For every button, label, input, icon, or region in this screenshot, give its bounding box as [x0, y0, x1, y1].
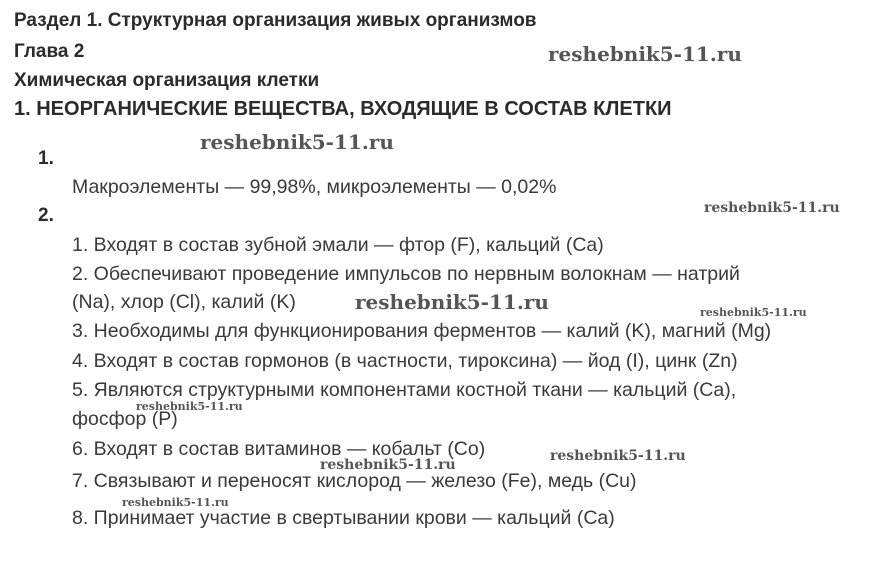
answer-2-line-4: 3. Необходимы для функционирования ферментов — калий (K), магний (Mg)	[72, 320, 772, 342]
watermark: reshebnik5-11.ru	[200, 130, 394, 154]
chapter-heading: Глава 2	[14, 41, 85, 62]
answer-number-2: 2.	[38, 205, 54, 226]
answer-2-line-2: 2. Обеспечивают проведение импульсов по нервным волокнам — натрий	[72, 263, 740, 285]
section-heading: Раздел 1. Структурная организация живых организмов	[14, 10, 537, 31]
answer-1-line: Макроэлементы — 99,98%, микроэлементы — 0,02%	[72, 176, 557, 198]
watermark: reshebnik5-11.ru	[320, 457, 456, 473]
chapter-title: Химическая организация клетки	[14, 70, 320, 91]
answer-2-line-5: 4. Входят в состав гормонов (в частности, тироксина) — йод (I), цинк (Zn)	[72, 350, 738, 372]
answer-2-line-9: 7. Связывают и переносят кислород — железо (Fe), медь (Cu)	[72, 470, 637, 492]
watermark: reshebnik5-11.ru	[700, 306, 807, 319]
topic-heading: 1. НЕОРГАНИЧЕСКИЕ ВЕЩЕСТВА, ВХОДЯЩИЕ В СОСТАВ КЛЕТКИ	[14, 98, 672, 120]
watermark: reshebnik5-11.ru	[704, 200, 840, 216]
watermark: reshebnik5-11.ru	[122, 496, 229, 509]
answer-2-line-8: 6. Входят в состав витаминов — кобальт (Co)	[72, 438, 486, 460]
watermark: reshebnik5-11.ru	[136, 400, 243, 413]
answer-2-line-1: 1. Входят в состав зубной эмали — фтор (F), кальций (Ca)	[72, 234, 604, 256]
watermark: reshebnik5-11.ru	[550, 448, 686, 464]
answer-2-line-7: фосфор (P)	[72, 408, 178, 430]
answer-number-1: 1.	[38, 148, 54, 169]
answer-2-line-3: (Na), хлор (Cl), калий (K)	[72, 291, 296, 313]
watermark: reshebnik5-11.ru	[548, 42, 742, 66]
watermark: reshebnik5-11.ru	[355, 290, 549, 314]
answer-2-line-6: 5. Являются структурными компонентами костной ткани — кальций (Ca),	[72, 379, 737, 401]
answer-2-line-10: 8. Принимает участие в свертывании крови — кальций (Ca)	[72, 507, 615, 529]
